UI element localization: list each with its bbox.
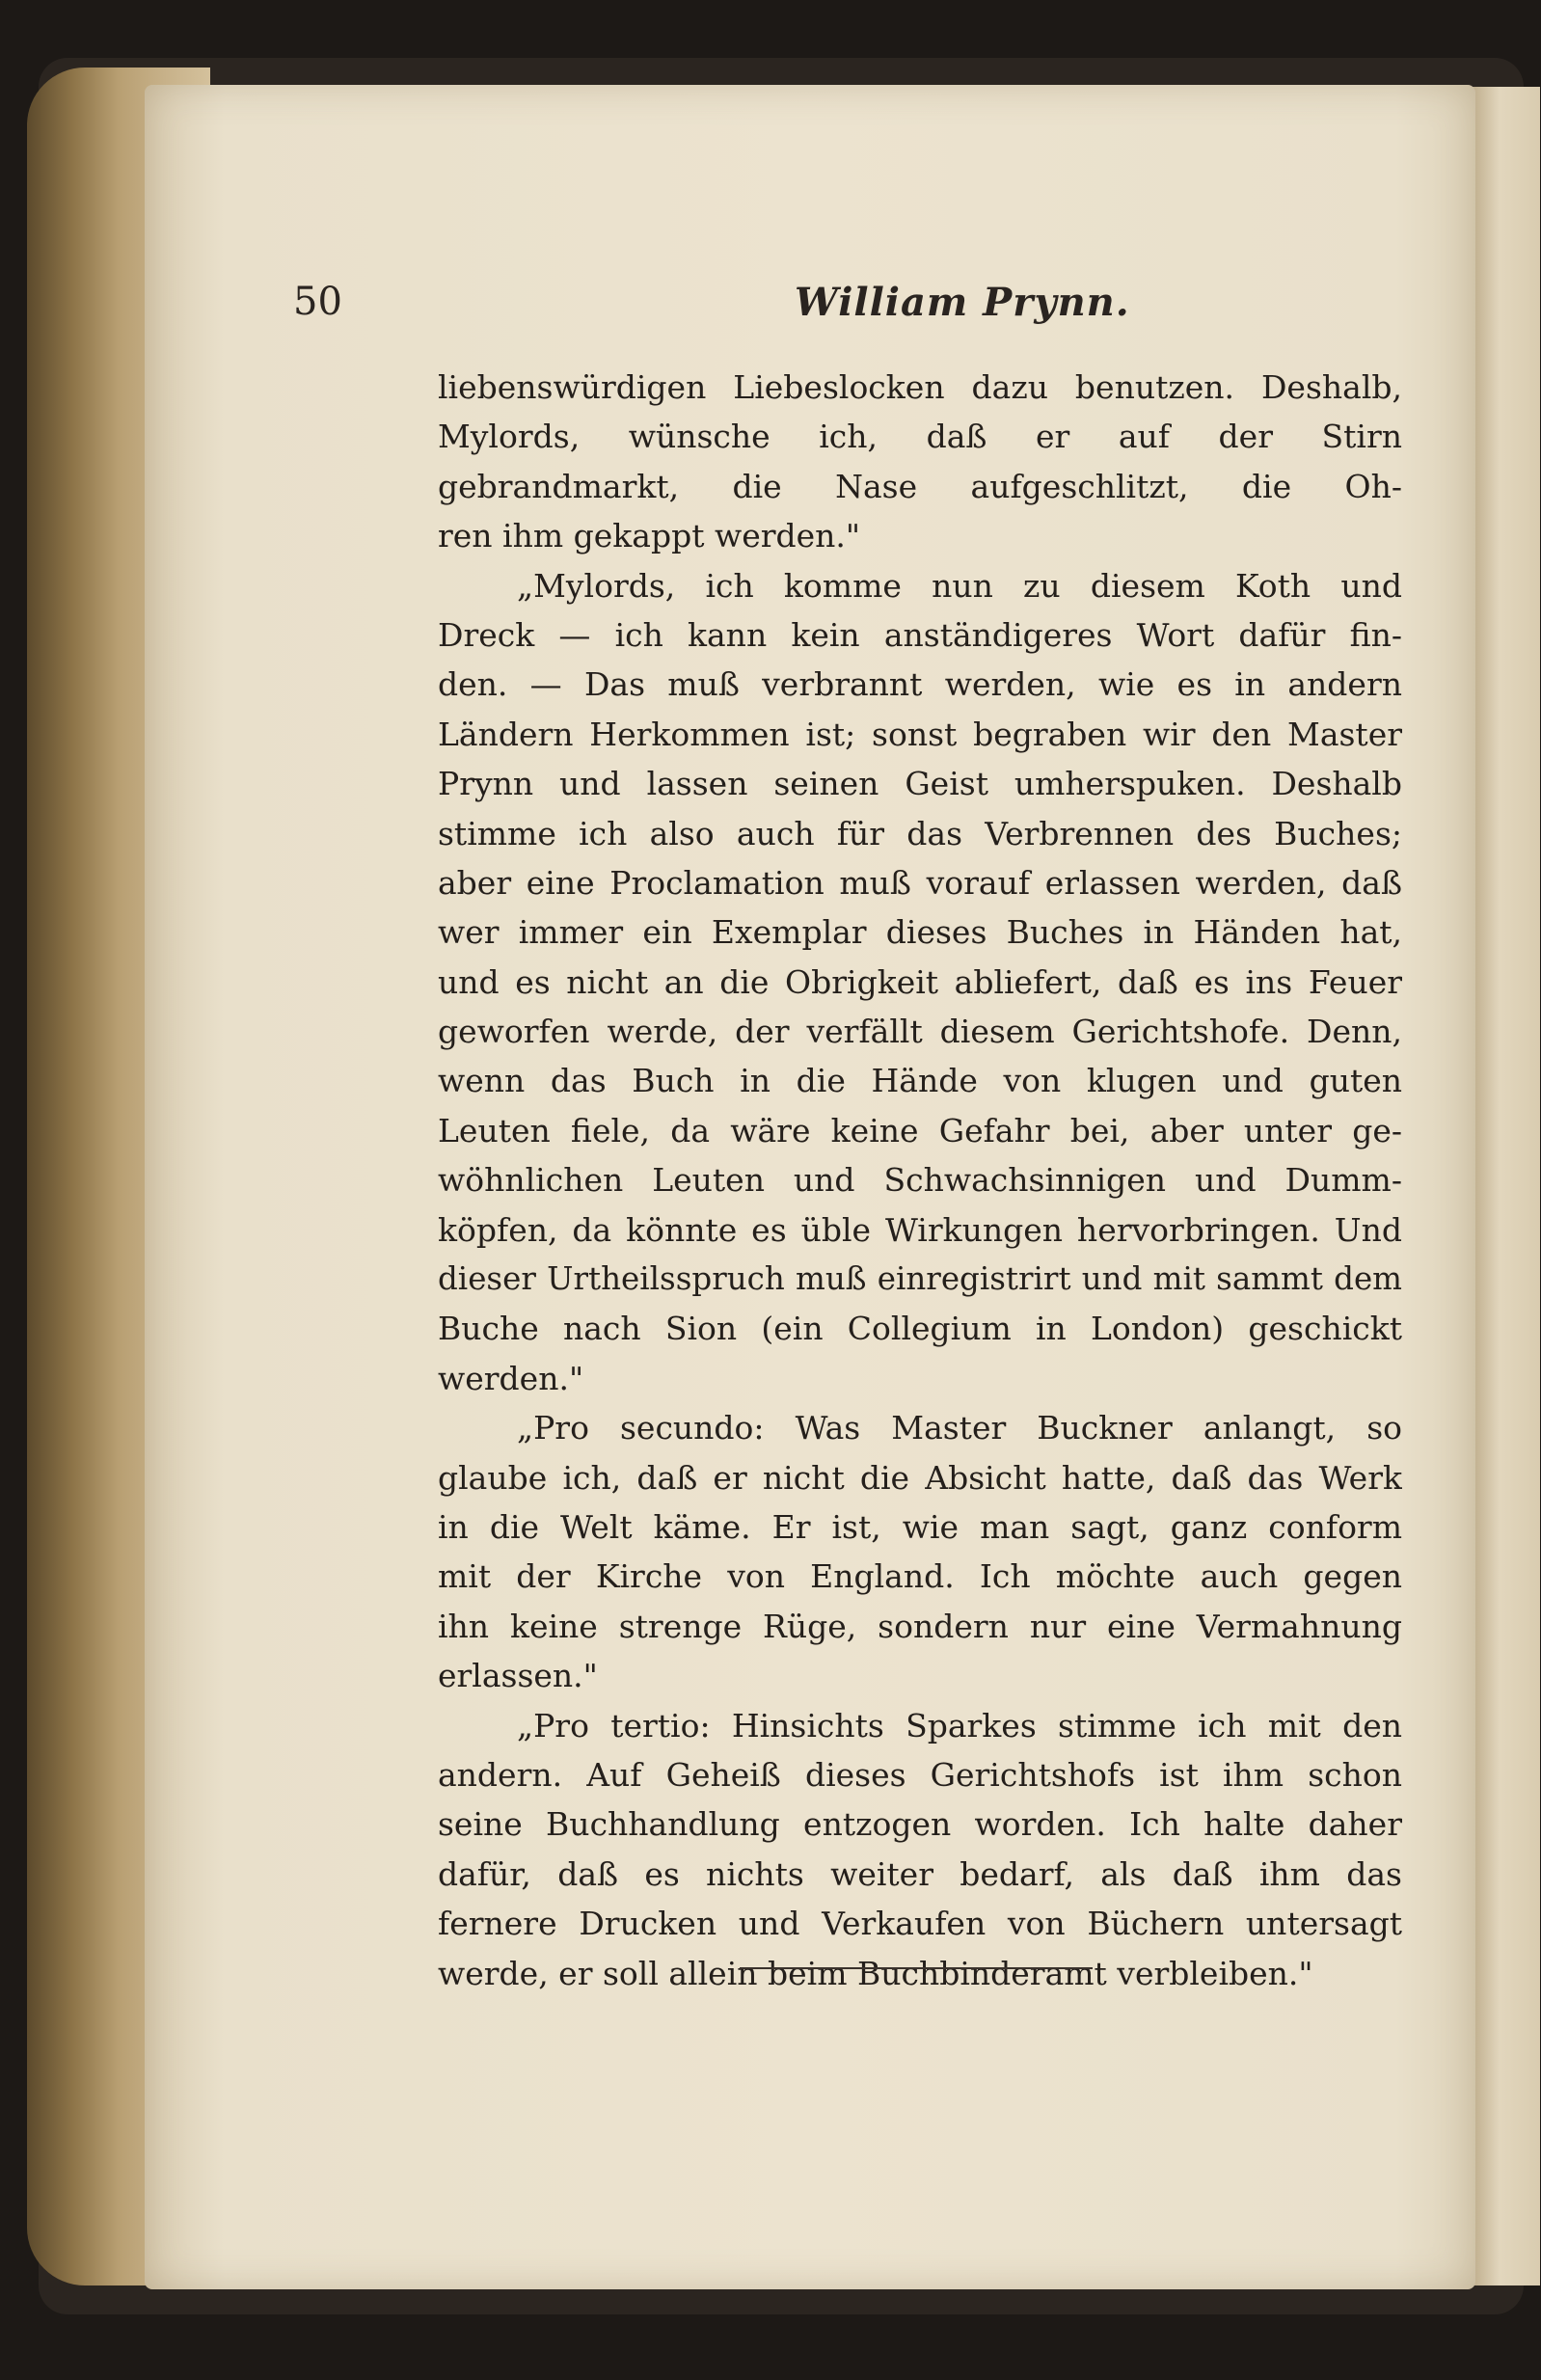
text-line: aber eine Proclamation muß vorauf erlassen werden, daß bbox=[438, 863, 1402, 902]
text-line: glaube ich, daß er nicht die Absicht hatte, daß das Werk bbox=[438, 1458, 1402, 1497]
text-line: wöhnlichen Leuten und Schwachsinnigen und Dumm- bbox=[438, 1161, 1402, 1200]
text-line: in die Welt käme. Er ist, wie man sagt, ganz conform bbox=[438, 1507, 1402, 1546]
text-line: gebrandmarkt, die Nase aufgeschlitzt, die Oh- bbox=[438, 467, 1402, 505]
text-line: mit der Kirche von England. Ich möchte auch gegen bbox=[438, 1557, 1402, 1596]
text-line: und es nicht an die Obrigkeit abliefert, daß es ins Feuer bbox=[438, 962, 1402, 1001]
end-rule bbox=[740, 1967, 1093, 1969]
text-line: ihn keine strenge Rüge, sondern nur eine Vermahnung bbox=[438, 1607, 1402, 1645]
text-line: wenn das Buch in die Hände von klugen und guten bbox=[438, 1062, 1402, 1100]
page-edges-right bbox=[1471, 87, 1540, 2285]
text-line: Buche nach Sion (ein Collegium in London) geschickt bbox=[438, 1310, 1402, 1348]
text-line: Leuten fiele, da wäre keine Gefahr bei, aber unter ge- bbox=[438, 1111, 1402, 1149]
text-line: andern. Auf Geheiß dieses Gerichtshofs ist ihm schon bbox=[438, 1755, 1402, 1794]
text-line: werde, er soll allein beim Buchbinderamt verbleiben." bbox=[438, 1954, 1313, 1992]
text-line: fernere Drucken und Verkaufen von Büchern untersagt bbox=[438, 1905, 1402, 1943]
text-line: „Pro tertio: Hinsichts Sparkes stimme ich mit den bbox=[517, 1706, 1402, 1744]
text-line: den. — Das muß verbrannt werden, wie es in andern bbox=[438, 665, 1402, 704]
running-head: William Prynn. bbox=[795, 280, 1130, 325]
text-line: wer immer ein Exemplar dieses Buches in Händen hat, bbox=[438, 913, 1402, 952]
text-line: „Pro secundo: Was Master Buckner anlangt, so bbox=[517, 1409, 1402, 1447]
text-line: stimme ich also auch für das Verbrennen des Buches; bbox=[438, 814, 1402, 852]
text-line: seine Buchhandlung entzogen worden. Ich halte daher bbox=[438, 1805, 1402, 1844]
page-header bbox=[293, 280, 1130, 338]
text-line: geworfen werde, der verfällt diesem Gerichtshofe. Denn, bbox=[438, 1013, 1402, 1051]
text-line: liebenswürdigen Liebeslocken dazu benutzen. Deshalb, bbox=[438, 368, 1402, 406]
text-line: Ländern Herkommen ist; sonst begraben wir den Master bbox=[438, 715, 1402, 753]
text-line: Mylords, wünsche ich, daß er auf der Stirn bbox=[438, 418, 1402, 456]
text-line: dafür, daß es nichts weiter bedarf, als daß ihm das bbox=[438, 1854, 1402, 1893]
text-line: ren ihm gekappt werden." bbox=[438, 517, 861, 555]
body-text bbox=[438, 363, 1402, 1998]
text-line: Prynn und lassen seinen Geist umherspuken. Deshalb bbox=[438, 765, 1402, 803]
text-line: Dreck — ich kann kein anständigeres Wort dafür fin- bbox=[438, 615, 1402, 654]
text-line: werden." bbox=[438, 1359, 584, 1397]
text-line: erlassen." bbox=[438, 1657, 598, 1695]
text-line: köpfen, da könnte es üble Wirkungen hervorbringen. Und bbox=[438, 1210, 1402, 1249]
text-line: dieser Urtheilsspruch muß einregistrirt und mit sammt dem bbox=[438, 1260, 1402, 1298]
text-line: „Mylords, ich komme nun zu diesem Koth und bbox=[517, 566, 1402, 605]
page-number: 50 bbox=[293, 280, 342, 324]
